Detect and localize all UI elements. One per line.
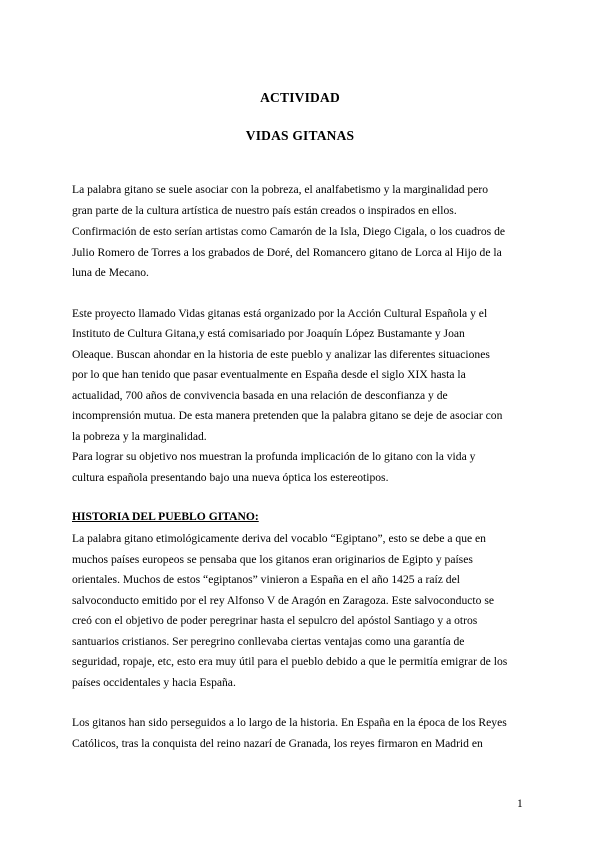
page-subtitle: VIDAS GITANAS [245, 128, 355, 143]
paragraph-line: cultura española presentando bajo una nueva óptica los estereotipos. [72, 471, 389, 484]
paragraph-line: La palabra gitano etimológicamente deriva del vocablo “Egiptano”, esto se debe a que en [72, 532, 486, 545]
paragraph-line: Los gitanos han sido perseguidos a lo largo de la historia. En España en la época de los Reyes [72, 716, 507, 729]
paragraph-line: por lo que han tenido que pasar eventualmente en España desde el siglo XIX hasta la [72, 368, 466, 381]
paragraph-line: la pobreza y la marginalidad. [72, 430, 207, 443]
paragraph-line: orientales. Muchos de estos “egiptanos” vinieron a España en el año 1425 a raíz del [72, 573, 460, 586]
paragraph-line: salvoconducto emitido por el rey Alfonso V de Aragón en Zaragoza. Este salvoconducto se [72, 594, 494, 607]
paragraph-line: luna de Mecano. [72, 266, 149, 279]
paragraph-line: gran parte de la cultura artística de nuestro país están creados o inspirados en ellos. [72, 204, 457, 217]
section-heading: HISTORIA DEL PUEBLO GITANO: [72, 510, 259, 523]
paragraph-line: Católicos, tras la conquista del reino nazarí de Granada, los reyes firmaron en Madrid en [72, 737, 483, 750]
paragraph-line: santuarios cristianos. Ser peregrino conllevaba ciertas ventajas como una garantía de [72, 635, 465, 648]
paragraph-line: países occidentales y hacia España. [72, 676, 236, 689]
paragraph-line: Oleaque. Buscan ahondar en la historia de este pueblo y analizar las diferentes situaciones [72, 348, 490, 361]
paragraph-line: seguridad, ropaje, etc, esto era muy útil para el pueblo debido a que le permitía emigrar de los [72, 655, 508, 668]
page-number: 1 [517, 798, 523, 810]
paragraph-line: Julio Romero de Torres a los grabados de Doré, del Romancero gitano de Lorca al Hijo de la [72, 246, 502, 259]
page-title: ACTIVIDAD [260, 90, 340, 105]
paragraph-line: creó con el objetivo de poder peregrinar hasta el sepulcro del apóstol Santiago y a otros [72, 614, 478, 627]
paragraph-line: Instituto de Cultura Gitana,y está comisariado por Joaquín López Bustamante y Joan [72, 327, 465, 340]
paragraph-line: muchos países europeos se pensaba que los gitanos eran originarios de Egipto y países [72, 553, 473, 566]
paragraph-line: Para lograr su objetivo nos muestran la profunda implicación de lo gitano con la vida y [72, 450, 476, 463]
paragraph-line: incomprensión mutua. De esta manera pretenden que la palabra gitano se deje de asociar con [72, 409, 503, 422]
paragraph-line: Este proyecto llamado Vidas gitanas está organizado por la Acción Cultural Española y el [72, 307, 488, 320]
paragraph-line: actualidad, 700 años de convivencia basada en una relación de desconfianza y de [72, 389, 448, 402]
paragraph-line: La palabra gitano se suele asociar con la pobreza, el analfabetismo y la marginalidad pero [72, 183, 489, 196]
paragraph-line: Confirmación de esto serían artistas como Camarón de la Isla, Diego Cigala, o los cuadros de [72, 225, 506, 238]
